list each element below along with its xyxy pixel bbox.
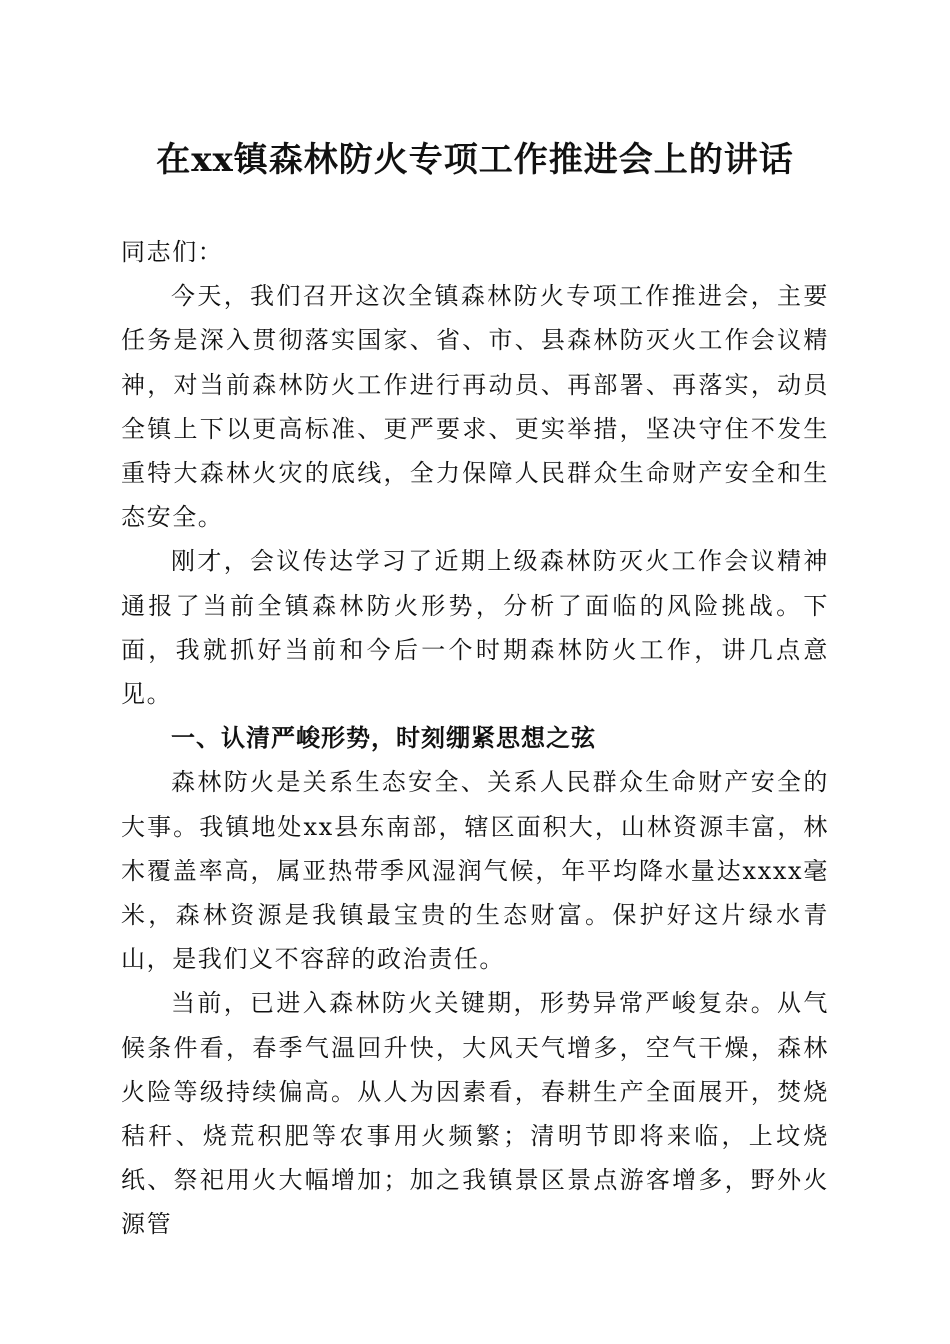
paragraph-opening: 今天，我们召开这次全镇森林防火专项工作推进会，主要任务是深入贯彻落实国家、省、市、县森林防灭火工作会议精神，对当前森林防火工作进行再动员、再部署、再落实，动员全镇上下以更高标准、更严要求、更实举措，坚决守住不发生重特大森林火灾的底线，全力保障人民群众生命财产安全和生态安全。: [121, 282, 829, 532]
paragraph-importance: 森林防火是关系生态安全、关系人民群众生命财产安全的大事。我镇地处xx县东南部，辖区面积大，山林资源丰富，林木覆盖率高，属亚热带季风湿润气候，年平均降水量达xxxx毫米，森林资源是我镇最宝贵的生态财富。保护好这片绿水青山，是我们义不容辞的政治责任。: [121, 768, 829, 974]
section-heading: 一、认清严峻形势，时刻绷紧思想之弦: [171, 724, 596, 753]
salutation: 同志们：: [121, 238, 224, 266]
document-title: 在xx镇森林防火专项工作推进会上的讲话: [156, 140, 794, 180]
paragraph-transition: 刚才，会议传达学习了近期上级森林防灭火工作会议精神通报了当前全镇森林防火形势，分析了面临的风险挑战。下面，我就抓好当前和今后一个时期森林防火工作，讲几点意见。: [121, 547, 829, 709]
paragraph-current-situation: 当前，已进入森林防火关键期，形势异常严峻复杂。从气候条件看，春季气温回升快，大风天气增多，空气干燥，森林火险等级持续偏高。从人为因素看，春耕生产全面展开，焚烧秸秆、烧荒积肥等农事用火频繁；清明节即将来临，上坟烧纸、祭祀用火大幅增加；加之我镇景区景点游客增多，野外火源管: [121, 989, 829, 1239]
document-body: [121, 230, 829, 1247]
